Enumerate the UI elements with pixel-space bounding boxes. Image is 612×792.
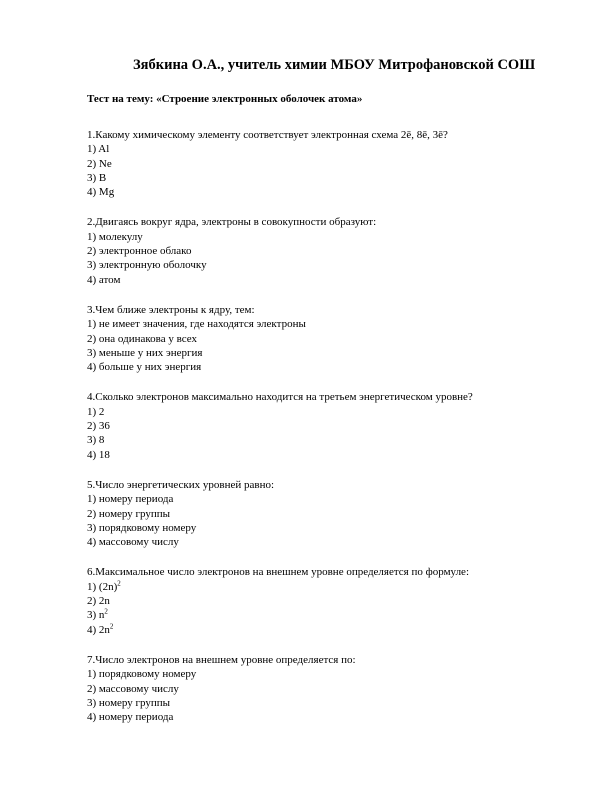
question-text: 3.Чем ближе электроны к ядру, тем:: [87, 303, 255, 316]
formula-base: 1) (2n): [87, 580, 118, 593]
question-6: [87, 565, 587, 636]
author-heading: Зябкина О.А., учитель химии МБОУ Митрофановской СОШ: [133, 57, 536, 73]
answer-option: 1) молекулу: [87, 230, 143, 243]
formula-base: 2) 2n: [87, 595, 110, 608]
answer-option: 4) атом: [87, 273, 121, 286]
question-7: [87, 653, 587, 724]
answer-option: 2) 36: [87, 420, 110, 433]
answer-option: 1) не имеет значения, где находятся электроны: [87, 318, 306, 331]
formula-exponent: 2: [104, 607, 108, 616]
answer-option: 2) Ne: [87, 157, 112, 170]
answer-option: [87, 594, 587, 608]
test-topic: Тест на тему: «Строение электронных оболочек атома»: [87, 93, 363, 105]
formula-exponent: 2: [117, 579, 121, 588]
answer-option: 3) порядковому номеру: [87, 521, 197, 534]
question-list: [87, 128, 587, 740]
answer-option: 2) номеру группы: [87, 507, 171, 520]
answer-option: 3) меньше у них энергия: [87, 346, 203, 359]
answer-option: 3) электронную оболочку: [87, 259, 207, 272]
question-text: 5.Число энергетических уровней равно:: [87, 478, 275, 491]
answer-option: 4) больше у них энергия: [87, 361, 202, 374]
answer-option: 2) массовому числу: [87, 682, 179, 695]
answer-option: 4) массовому числу: [87, 536, 179, 549]
question-text: 4.Сколько электронов максимально находится на третьем энергетическом уровне?: [87, 391, 473, 404]
answer-option: 2) электронное облако: [87, 245, 192, 258]
question-2: [87, 215, 587, 286]
answer-option: [87, 623, 587, 637]
answer-option: 1) Al: [87, 143, 110, 156]
answer-option: 1) порядковому номеру: [87, 668, 197, 681]
formula-exponent: 2: [109, 621, 114, 630]
question-5: [87, 478, 587, 549]
answer-option: 2) она одинакова у всех: [87, 332, 197, 345]
answer-option: 3) 8: [87, 434, 105, 447]
answer-option: 4) 18: [87, 448, 110, 461]
answer-option: 1) 2: [87, 405, 105, 418]
question-1: [87, 128, 587, 199]
answer-option: 3) B: [87, 171, 107, 184]
answer-option: 3) номеру группы: [87, 696, 171, 709]
question-text: 2.Двигаясь вокруг ядра, электроны в совокупности образуют:: [87, 216, 377, 229]
answer-option: [87, 608, 587, 622]
answer-option: [87, 580, 587, 594]
answer-option: 4) номеру периода: [87, 711, 174, 724]
answer-option: 1) номеру периода: [87, 493, 174, 506]
formula-base: 3) n: [87, 609, 105, 622]
question-text: 7.Число электронов на внешнем уровне определяется по:: [87, 653, 356, 666]
question-4: [87, 390, 587, 461]
formula-base: 4) 2n: [87, 623, 110, 636]
question-text: 1.Какому химическому элементу соответствует электронная схема 2ē, 8ē, 3ē?: [87, 129, 448, 141]
question-3: [87, 303, 587, 374]
question-text: 6.Максимальное число электронов на внешнем уровне определяется по формуле:: [87, 566, 469, 579]
answer-option: 4) Mg: [87, 186, 115, 199]
